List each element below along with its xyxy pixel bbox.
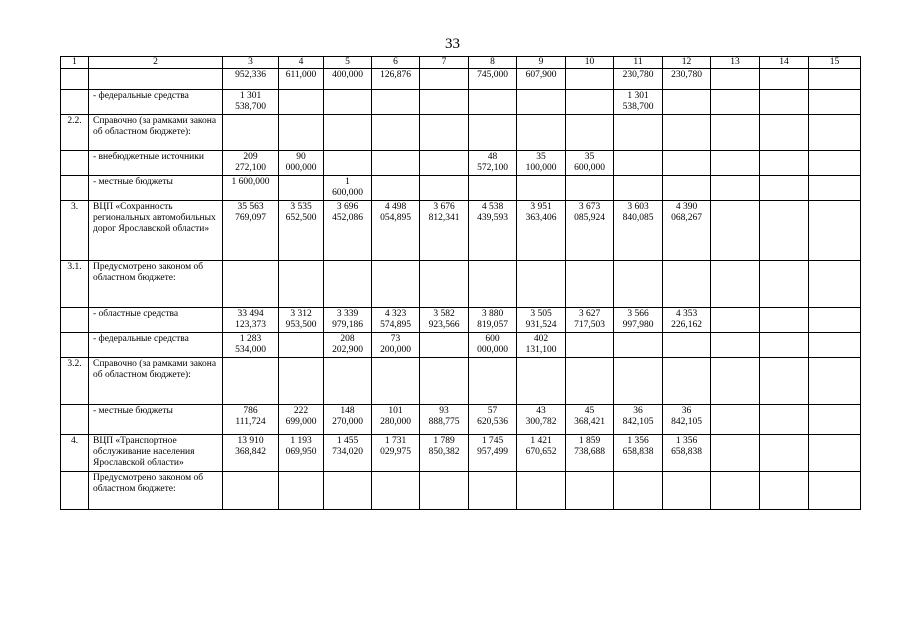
value-cell: 1 789 850,382 <box>420 435 469 472</box>
value-cell <box>372 90 420 115</box>
value-cell <box>469 261 517 308</box>
value-cell <box>614 151 663 176</box>
value-cell <box>760 201 809 261</box>
value-cell <box>614 261 663 308</box>
value-cell: 1 731 029,975 <box>372 435 420 472</box>
value-cell <box>324 261 372 308</box>
value-cell <box>760 176 809 201</box>
value-cell <box>517 472 566 510</box>
value-cell: 3 566 997,980 <box>614 308 663 333</box>
value-cell <box>420 90 469 115</box>
value-cell <box>614 358 663 405</box>
value-cell: 1 421 670,652 <box>517 435 566 472</box>
value-cell: 3 627 717,503 <box>566 308 614 333</box>
value-cell <box>324 115 372 151</box>
table-row <box>61 261 861 308</box>
value-cell <box>809 69 861 90</box>
value-cell <box>809 201 861 261</box>
value-cell: 1 356 658,838 <box>663 435 711 472</box>
value-cell <box>372 261 420 308</box>
value-cell: 3 696 452,086 <box>324 201 372 261</box>
value-cell <box>809 472 861 510</box>
value-cell: 4 538 439,593 <box>469 201 517 261</box>
value-cell: 4 323 574,895 <box>372 308 420 333</box>
row-number-cell: 2.2. <box>61 115 89 151</box>
value-cell: 1 356 658,838 <box>614 435 663 472</box>
value-cell: 3 535 652,500 <box>279 201 324 261</box>
value-cell <box>760 90 809 115</box>
value-cell <box>760 69 809 90</box>
value-cell <box>517 261 566 308</box>
row-label-cell: Справочно (за рамками закона об областном бюджете): <box>89 115 223 151</box>
table-row <box>61 201 861 261</box>
value-cell: 3 880 819,057 <box>469 308 517 333</box>
column-header: 11 <box>614 57 663 69</box>
value-cell: 1 455 734,020 <box>324 435 372 472</box>
value-cell <box>760 405 809 435</box>
value-cell <box>279 90 324 115</box>
column-header: 14 <box>760 57 809 69</box>
column-header: 4 <box>279 57 324 69</box>
row-number-cell <box>61 69 89 90</box>
value-cell: 400,000 <box>324 69 372 90</box>
value-cell: 1 301 538,700 <box>223 90 279 115</box>
value-cell: 33 494 123,373 <box>223 308 279 333</box>
row-label-cell: - местные бюджеты <box>89 405 223 435</box>
table-row <box>61 69 861 90</box>
value-cell <box>372 151 420 176</box>
table-row <box>61 115 861 151</box>
value-cell <box>420 261 469 308</box>
value-cell <box>711 405 760 435</box>
value-cell <box>372 472 420 510</box>
value-cell <box>711 69 760 90</box>
value-cell <box>760 472 809 510</box>
row-number-cell: 3.1. <box>61 261 89 308</box>
table-row <box>61 90 861 115</box>
value-cell <box>324 151 372 176</box>
value-cell <box>517 176 566 201</box>
row-label-cell: - внебюджетные источники <box>89 151 223 176</box>
value-cell: 1 283 534,000 <box>223 333 279 358</box>
row-label-cell: - федеральные средства <box>89 90 223 115</box>
row-label-cell: ВЦП «Транспортное обслуживание населения Ярославской области» <box>89 435 223 472</box>
value-cell <box>711 115 760 151</box>
column-header: 12 <box>663 57 711 69</box>
value-cell: 600 000,000 <box>469 333 517 358</box>
row-number-cell <box>61 308 89 333</box>
value-cell: 1 859 738,688 <box>566 435 614 472</box>
value-cell <box>663 115 711 151</box>
value-cell: 402 131,100 <box>517 333 566 358</box>
value-cell <box>663 151 711 176</box>
value-cell: 952,336 <box>223 69 279 90</box>
value-cell <box>279 472 324 510</box>
value-cell <box>663 472 711 510</box>
value-cell <box>809 90 861 115</box>
value-cell: 4 498 054,895 <box>372 201 420 261</box>
value-cell: 611,000 <box>279 69 324 90</box>
value-cell <box>324 472 372 510</box>
value-cell <box>517 358 566 405</box>
value-cell <box>223 358 279 405</box>
value-cell <box>566 261 614 308</box>
value-cell: 208 202,900 <box>324 333 372 358</box>
value-cell: 3 505 931,524 <box>517 308 566 333</box>
value-cell: 222 699,000 <box>279 405 324 435</box>
value-cell <box>760 151 809 176</box>
value-cell <box>711 261 760 308</box>
value-cell <box>279 115 324 151</box>
value-cell <box>420 151 469 176</box>
value-cell: 1 600,000 <box>223 176 279 201</box>
value-cell <box>566 358 614 405</box>
value-cell <box>809 435 861 472</box>
value-cell <box>711 358 760 405</box>
value-cell: 35 600,000 <box>566 151 614 176</box>
value-cell: 101 280,000 <box>372 405 420 435</box>
value-cell <box>663 176 711 201</box>
value-cell: 73 200,000 <box>372 333 420 358</box>
value-cell <box>809 176 861 201</box>
value-cell: 126,876 <box>372 69 420 90</box>
value-cell <box>420 333 469 358</box>
value-cell <box>517 90 566 115</box>
value-cell <box>760 115 809 151</box>
value-cell <box>711 176 760 201</box>
value-cell: 786 111,724 <box>223 405 279 435</box>
value-cell <box>663 90 711 115</box>
value-cell <box>517 115 566 151</box>
value-cell: 1 301 538,700 <box>614 90 663 115</box>
value-cell <box>711 90 760 115</box>
value-cell: 745,000 <box>469 69 517 90</box>
value-cell <box>760 435 809 472</box>
row-number-cell <box>61 90 89 115</box>
value-cell <box>420 358 469 405</box>
column-header: 15 <box>809 57 861 69</box>
value-cell <box>663 333 711 358</box>
row-label-cell <box>89 69 223 90</box>
value-cell <box>566 472 614 510</box>
value-cell: 93 888,775 <box>420 405 469 435</box>
row-number-cell <box>61 176 89 201</box>
value-cell <box>711 151 760 176</box>
value-cell <box>760 358 809 405</box>
table-row <box>61 358 861 405</box>
value-cell <box>223 472 279 510</box>
value-cell <box>760 333 809 358</box>
column-header: 8 <box>469 57 517 69</box>
row-label-cell: - федеральные средства <box>89 333 223 358</box>
value-cell <box>711 435 760 472</box>
value-cell <box>809 261 861 308</box>
value-cell: 148 270,000 <box>324 405 372 435</box>
column-header: 6 <box>372 57 420 69</box>
value-cell <box>614 115 663 151</box>
row-label-cell: Предусмотрено законом об областном бюджете: <box>89 472 223 510</box>
value-cell <box>324 358 372 405</box>
row-number-cell <box>61 405 89 435</box>
table-row <box>61 333 861 358</box>
column-header: 13 <box>711 57 760 69</box>
row-label-cell: - местные бюджеты <box>89 176 223 201</box>
value-cell: 43 300,782 <box>517 405 566 435</box>
value-cell: 3 312 953,500 <box>279 308 324 333</box>
table-row <box>61 176 861 201</box>
row-label-cell: ВЦП «Сохранность региональных автомобильных дорог Ярославской области» <box>89 201 223 261</box>
column-header: 3 <box>223 57 279 69</box>
row-label-cell: Справочно (за рамками закона об областном бюджете): <box>89 358 223 405</box>
table-row <box>61 472 861 510</box>
value-cell: 3 676 812,341 <box>420 201 469 261</box>
value-cell: 3 603 840,085 <box>614 201 663 261</box>
page-number: 33 <box>445 36 460 52</box>
value-cell <box>469 90 517 115</box>
value-cell <box>279 333 324 358</box>
value-cell <box>809 358 861 405</box>
value-cell <box>223 261 279 308</box>
value-cell: 36 842,105 <box>663 405 711 435</box>
value-cell: 209 272,100 <box>223 151 279 176</box>
value-cell <box>760 261 809 308</box>
value-cell: 3 339 979,186 <box>324 308 372 333</box>
row-label-cell: - областные средства <box>89 308 223 333</box>
row-number-cell <box>61 472 89 510</box>
value-cell <box>809 333 861 358</box>
value-cell <box>279 261 324 308</box>
value-cell <box>809 115 861 151</box>
value-cell <box>809 151 861 176</box>
value-cell <box>711 201 760 261</box>
value-cell <box>663 261 711 308</box>
column-header: 1 <box>61 57 89 69</box>
value-cell <box>469 115 517 151</box>
value-cell: 1 600,000 <box>324 176 372 201</box>
value-cell <box>614 472 663 510</box>
value-cell <box>566 90 614 115</box>
value-cell <box>760 308 809 333</box>
value-cell: 607,900 <box>517 69 566 90</box>
column-header: 5 <box>324 57 372 69</box>
value-cell: 13 910 368,842 <box>223 435 279 472</box>
value-cell <box>372 358 420 405</box>
value-cell: 45 368,421 <box>566 405 614 435</box>
value-cell: 3 673 085,924 <box>566 201 614 261</box>
value-cell <box>279 358 324 405</box>
column-header: 9 <box>517 57 566 69</box>
row-number-cell: 4. <box>61 435 89 472</box>
value-cell <box>711 308 760 333</box>
value-cell <box>420 69 469 90</box>
value-cell <box>372 115 420 151</box>
table-row <box>61 435 861 472</box>
value-cell <box>324 90 372 115</box>
table-row <box>61 308 861 333</box>
value-cell <box>420 115 469 151</box>
value-cell: 230,780 <box>614 69 663 90</box>
value-cell: 48 572,100 <box>469 151 517 176</box>
value-cell: 1 193 069,950 <box>279 435 324 472</box>
row-label-cell: Предусмотрено законом об областном бюджете: <box>89 261 223 308</box>
row-number-cell: 3. <box>61 201 89 261</box>
value-cell <box>711 472 760 510</box>
row-number-cell <box>61 151 89 176</box>
table-header-row <box>61 57 861 69</box>
table-row <box>61 151 861 176</box>
value-cell: 1 745 957,499 <box>469 435 517 472</box>
value-cell: 230,780 <box>663 69 711 90</box>
value-cell: 35 100,000 <box>517 151 566 176</box>
value-cell: 3 951 363,406 <box>517 201 566 261</box>
column-header: 10 <box>566 57 614 69</box>
row-number-cell <box>61 333 89 358</box>
budget-table <box>60 56 861 510</box>
value-cell: 4 390 068,267 <box>663 201 711 261</box>
value-cell <box>420 472 469 510</box>
value-cell: 35 563 769,097 <box>223 201 279 261</box>
value-cell <box>469 176 517 201</box>
value-cell <box>663 358 711 405</box>
value-cell <box>469 472 517 510</box>
value-cell <box>420 176 469 201</box>
value-cell <box>711 333 760 358</box>
value-cell <box>279 176 324 201</box>
value-cell <box>566 69 614 90</box>
column-header: 7 <box>420 57 469 69</box>
value-cell: 3 582 923,566 <box>420 308 469 333</box>
value-cell <box>566 176 614 201</box>
value-cell <box>614 176 663 201</box>
value-cell <box>566 115 614 151</box>
value-cell <box>223 115 279 151</box>
column-header: 2 <box>89 57 223 69</box>
value-cell <box>809 308 861 333</box>
value-cell: 57 620,536 <box>469 405 517 435</box>
value-cell: 4 353 226,162 <box>663 308 711 333</box>
value-cell <box>566 333 614 358</box>
table-row <box>61 405 861 435</box>
value-cell <box>614 333 663 358</box>
value-cell: 90 000,000 <box>279 151 324 176</box>
row-number-cell: 3.2. <box>61 358 89 405</box>
value-cell <box>372 176 420 201</box>
value-cell <box>809 405 861 435</box>
value-cell: 36 842,105 <box>614 405 663 435</box>
value-cell <box>469 358 517 405</box>
